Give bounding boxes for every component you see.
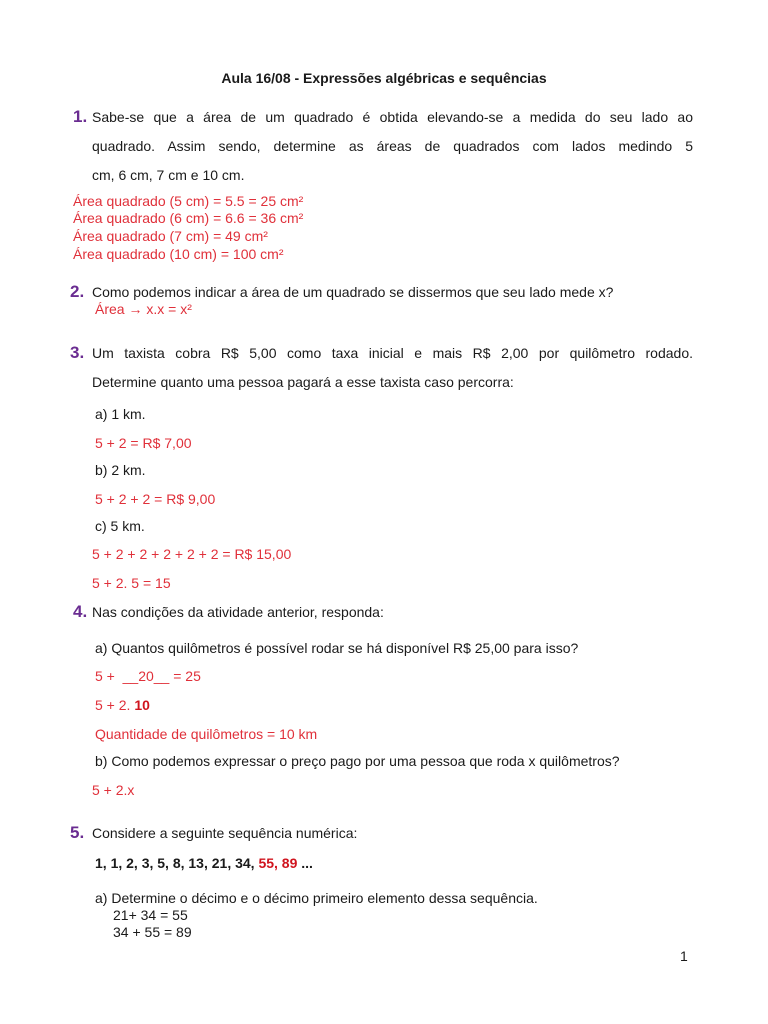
answer-5a-1: 21+ 34 = 55 [113,907,188,923]
answer-1-line: Área quadrado (5 cm) = 5.5 = 25 cm² [73,193,304,209]
question-3-line-2: Determine quanto uma pessoa pagará a esse taxista caso percorra: [92,374,514,390]
answer-4a-3: Quantidade de quilômetros = 10 km [95,726,318,742]
page-number: 1 [680,948,688,964]
question-5-number: 5. [70,823,85,842]
answer-5a-2: 34 + 55 = 89 [113,924,192,940]
sequence [95,854,313,872]
question-3-number: 3. [70,343,85,362]
question-3c: c) 5 km. [95,518,145,534]
question-1-number: 1. [73,107,88,126]
answer-4b: 5 + 2.x [92,782,135,798]
question-5a: a) Determine o décimo e o décimo primeiro elemento dessa sequência. [95,890,538,906]
question-3a: a) 1 km. [95,406,146,422]
answer-3b: 5 + 2 + 2 = R$ 9,00 [95,491,216,507]
answer-4a-2-prefix: 5 + 2. [95,697,135,713]
question-2-text: Como podemos indicar a área de um quadrado se dissermos que seu lado mede x? [92,284,614,300]
question-4b: b) Como podemos expressar o preço pago por uma pessoa que roda x quilômetros? [95,753,620,769]
answer-1-line: Área quadrado (7 cm) = 49 cm² [73,228,268,244]
question-4-text: Nas condições da atividade anterior, responda: [92,604,384,620]
question-5-text: Considere a seguinte sequência numérica: [92,825,358,841]
sequence-given: 1, 1, 2, 3, 5, 8, 13, 21, 34, [95,855,259,871]
answer-3a: 5 + 2 = R$ 7,00 [95,435,192,451]
answer-4a-1: 5 + __20__ = 25 [95,668,201,684]
answer-2: Área → x.x = x² [95,301,192,317]
answer-1-line: Área quadrado (10 cm) = 100 cm² [73,246,284,262]
sequence-answer: 55, 89 [258,855,298,871]
answer-1-line: Área quadrado (6 cm) = 6.6 = 36 cm² [73,210,304,226]
question-1-line-2: quadrado. Assim sendo, determine as áreas de quadrados com lados medindo 5 [92,138,693,154]
sequence-ellipsis: ... [297,855,313,871]
question-4-number: 4. [73,602,88,621]
question-3-line-1: Um taxista cobra R$ 5,00 como taxa inicial e mais R$ 2,00 por quilômetro rodado. [92,345,693,361]
answer-4a-2-result: 10 [134,697,150,713]
page-title: Aula 16/08 - Expressões algébricas e sequências [221,70,547,86]
question-1-line-1: Sabe-se que a área de um quadrado é obtida elevando-se a medida do seu lado ao [92,109,693,125]
question-4a: a) Quantos quilômetros é possível rodar se há disponível R$ 25,00 para isso? [95,640,579,656]
question-2-number: 2. [70,282,85,301]
question-1-line-3: cm, 6 cm, 7 cm e 10 cm. [92,167,245,183]
question-3b: b) 2 km. [95,462,146,478]
answer-3c-1: 5 + 2 + 2 + 2 + 2 + 2 = R$ 15,00 [92,546,292,562]
answer-4a-2 [95,696,150,714]
answer-3c-2: 5 + 2. 5 = 15 [92,575,171,591]
